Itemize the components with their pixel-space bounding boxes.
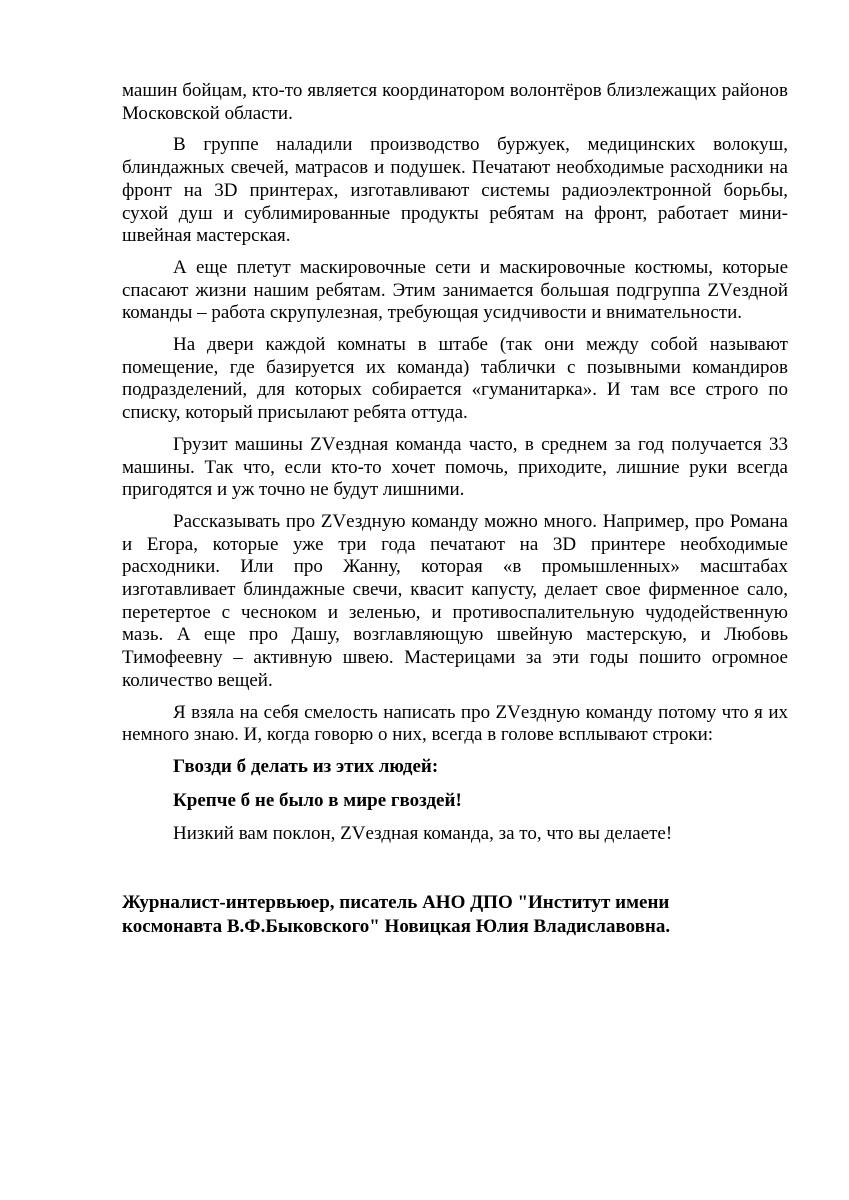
paragraph-4: На двери каждой комнаты в штабе (так они между собой называют помещение, где базируется их команда) таблички с позывными командиров подразделений, для которых собирается «гуманитарка». И там все строго по списку, который присылают ребята оттуда. (122, 334, 788, 424)
verse-line-2: Крепче б не было в мире гвоздей! (173, 789, 462, 811)
paragraph-1: машин бойцам, кто-то является координатором волонтёров близлежащих районов Московской области. (122, 80, 788, 124)
verse-line-1: Гвозди б делать из этих людей: (173, 755, 439, 777)
paragraph-5: Грузит машины ZVездная команда часто, в среднем за год получается 33 машины. Так что, если кто-то хочет помочь, приходите, лишние руки всегда пригодятся и уж точно не будут лишними. (122, 433, 788, 501)
signature-line-1: Журналист-интервьюер, писатель АНО ДПО "Институт имени (122, 892, 670, 914)
closing-line: Низкий вам поклон, ZVездная команда, за то, что вы делаете! (173, 823, 673, 845)
author-signature (122, 891, 788, 939)
article-body (122, 80, 788, 939)
signature-line-2: космонавта В.Ф.Быковского" Новицкая Юлия Владиславовна. (122, 916, 671, 938)
paragraph-2: В группе наладили производство буржуек, медицинских волокуш, блиндажных свечей, матрасов и подушек. Печатают необходимые расходники на фронт на 3D принтерах, изготавливают системы радиоэлектронной борьбы, сухой душ и сублимированные продукты ребятам на фронт, работает мини-швейная мастерская. (122, 134, 788, 247)
paragraph-7: Я взяла на себя смелость написать про ZVездную команду потому что я их немного знаю. И, когда говорю о них, всегда в голове всплывают строки: (122, 701, 788, 746)
paragraph-6: Рассказывать про ZVездную команду можно много. Например, про Романа и Егора, которые уже три года печатают на 3D принтере необходимые расходники. Или про Жанну, которая «в промышленных» масштабах изготавливает блиндажные свечи, квасит капусту, делает свое фирменное сало, перетертое с чесноком и зеленью, и противоспалительную чудодейственную мазь. А еще про Дашу, возглавляющую швейную мастерскую, и Любовь Тимофеевну – активную швею. Мастерицами за эти годы пошито огромное количество вещей. (122, 510, 788, 691)
paragraph-3: А еще плетут маскировочные сети и маскировочные костюмы, которые спасают жизни нашим ребятам. Этим занимается большая подгруппа ZVездной команды – работа скрупулезная, требующая усидчивости и внимательности. (122, 256, 788, 324)
